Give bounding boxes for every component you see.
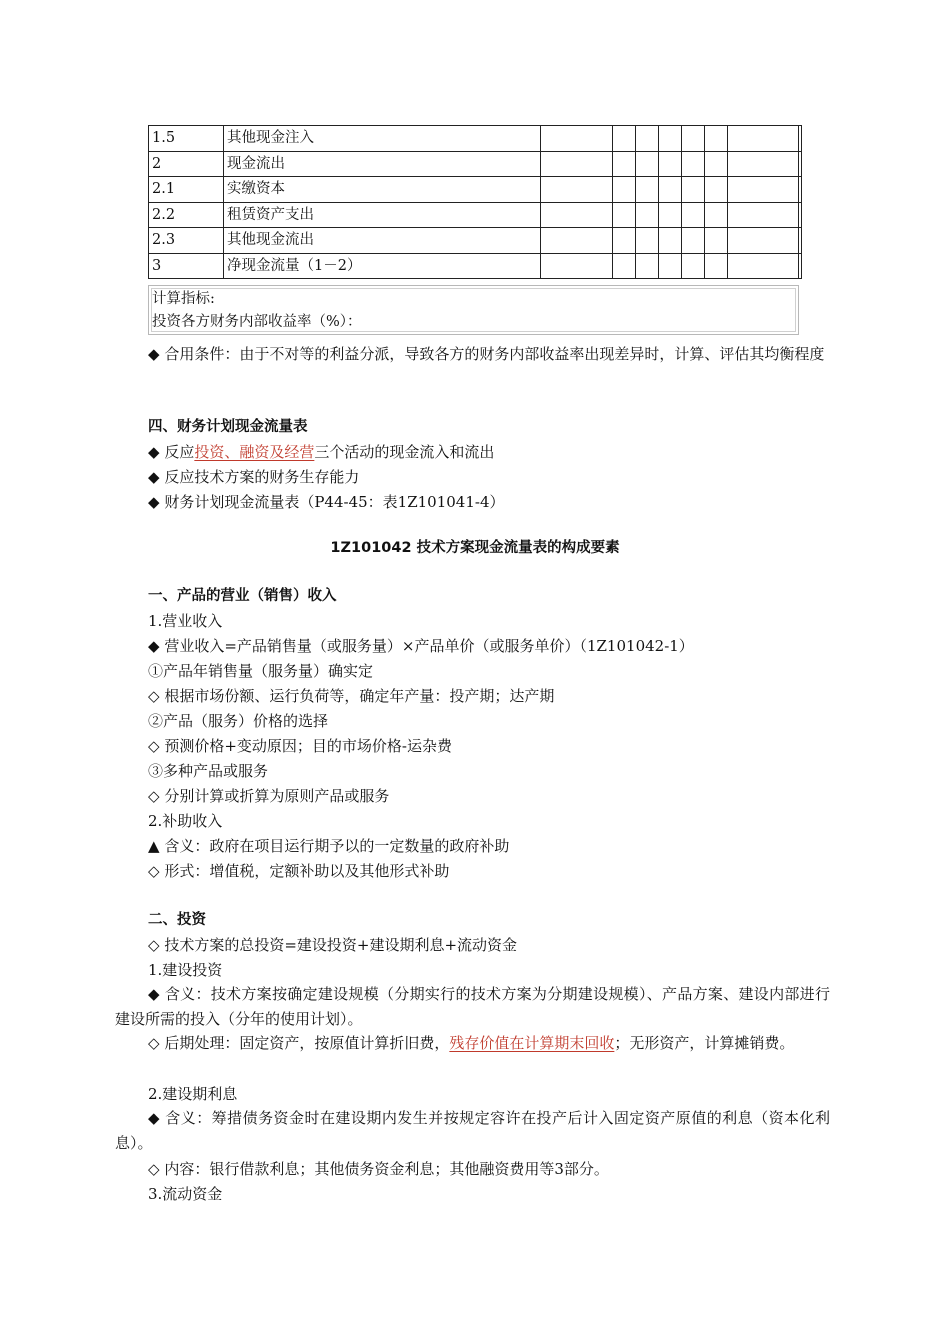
bullet-line: ◆ 反应技术方案的财务生存能力 (148, 468, 360, 486)
list-item: ◇ 形式：增值税，定额补助以及其他形式补助 (148, 862, 450, 880)
diamond-outline-icon: ◇ (148, 787, 160, 805)
diamond-filled-icon: ◆ (148, 1109, 161, 1127)
list-item: ◇ 技术方案的总投资=建设投资+建设期利息+流动资金 (148, 936, 518, 954)
row-item: 实缴资本 (224, 177, 541, 203)
list-item: ◇ 分别计算或折算为原则产品或服务 (148, 787, 390, 805)
diamond-filled-icon: ◆ (148, 985, 160, 1003)
section-heading: 一、产品的营业（销售）收入 (148, 588, 337, 604)
table-row (149, 151, 802, 177)
row-item: 其他现金注入 (224, 126, 541, 152)
triangle-icon: ▲ (148, 837, 160, 855)
bullet-line: ◆ 反应投资、融资及经营三个活动的现金流入和流出 (148, 443, 495, 461)
paragraph: ◆ 含义：筹措债务资金时在建设期内发生并按规定容许在投产后计入固定资产原值的利息（资本化利息）。 (115, 1109, 830, 1152)
list-item: ◇ 预测价格+变动原因；目的市场价格-运杂费 (148, 737, 452, 755)
list-item: ◇ 内容：银行借款利息；其他债务资金利息；其他融资费用等3部分。 (148, 1160, 609, 1178)
highlight-text: 投资、融资及经营 (194, 443, 315, 461)
indicator-box (148, 285, 799, 335)
diamond-outline-icon: ◇ (148, 862, 160, 880)
section-heading: 四、财务计划现金流量表 (148, 419, 308, 435)
paragraph: ◆ 含义：技术方案按确定建设规模（分期实行的技术方案为分期建设规模）、产品方案、建设内部进行建设所需的投入（分年的使用计划）。 (115, 985, 830, 1028)
diamond-filled-icon: ◆ (148, 443, 160, 461)
diamond-filled-icon: ◆ (148, 345, 160, 363)
list-item: ①产品年销售量（服务量）确实定 (148, 662, 374, 680)
cash-flow-table (148, 125, 802, 279)
diamond-outline-icon: ◇ (148, 1160, 160, 1178)
diamond-filled-icon: ◆ (148, 637, 160, 655)
highlight-text: 残存价值在计算期末回收 (449, 1034, 615, 1052)
list-item: ▲ 含义：政府在项目运行期予以的一定数量的政府补助 (148, 837, 510, 855)
row-number: 2.2 (149, 202, 224, 228)
paragraph: ◇ 后期处理：固定资产，按原值计算折旧费，残存价值在计算期末回收；无形资产，计算摊销费。 (148, 1034, 795, 1052)
diamond-filled-icon: ◆ (148, 468, 160, 486)
applicable-text: 合用条件：由于不对等的利益分派，导致各方的财务内部收益率出现差异时，计算、评估其均衡程度 (164, 345, 825, 363)
diamond-filled-icon: ◆ (148, 493, 160, 511)
subheading: 2.补助收入 (148, 812, 223, 830)
table-row (149, 202, 802, 228)
table-row (149, 126, 802, 152)
subheading: 2.建设期利息 (148, 1085, 238, 1103)
diamond-outline-icon: ◇ (148, 936, 160, 954)
table-row (149, 253, 802, 279)
list-item: ◇ 根据市场份额、运行负荷等，确定年产量：投产期；达产期 (148, 687, 555, 705)
diamond-outline-icon: ◇ (148, 737, 160, 755)
subheading: 1.营业收入 (148, 612, 223, 630)
diamond-outline-icon: ◇ (148, 1034, 160, 1052)
indicator-label: 计算指标: (152, 291, 215, 307)
row-number: 3 (149, 253, 224, 279)
row-item: 其他现金流出 (224, 228, 541, 254)
row-item: 租赁资产支出 (224, 202, 541, 228)
section-heading: 二、投资 (148, 912, 206, 928)
list-item: ③多种产品或服务 (148, 762, 269, 780)
row-number: 2.1 (149, 177, 224, 203)
table-row (149, 177, 802, 203)
diamond-outline-icon: ◇ (148, 687, 160, 705)
row-number: 1.5 (149, 126, 224, 152)
bullet-line: ◆ 财务计划现金流量表（P44-45：表1Z101041-4） (148, 493, 505, 511)
row-number: 2 (149, 151, 224, 177)
subheading: 3.流动资金 (148, 1185, 223, 1203)
row-item: 现金流出 (224, 151, 541, 177)
list-item: ②产品（服务）价格的选择 (148, 712, 329, 730)
row-number: 2.3 (149, 228, 224, 254)
applicable-condition (115, 342, 830, 367)
page-title: 1Z101042 技术方案现金流量表的构成要素 (330, 540, 620, 556)
indicator-item: 投资各方财务内部收益率（%）： (152, 314, 362, 330)
formula-line: ◆ 营业收入=产品销售量（或服务量）×产品单价（或服务单价）（1Z101042-1） (148, 637, 694, 655)
row-item: 净现金流量（1－2） (224, 253, 541, 279)
table-row (149, 228, 802, 254)
subheading: 1.建设投资 (148, 961, 223, 979)
